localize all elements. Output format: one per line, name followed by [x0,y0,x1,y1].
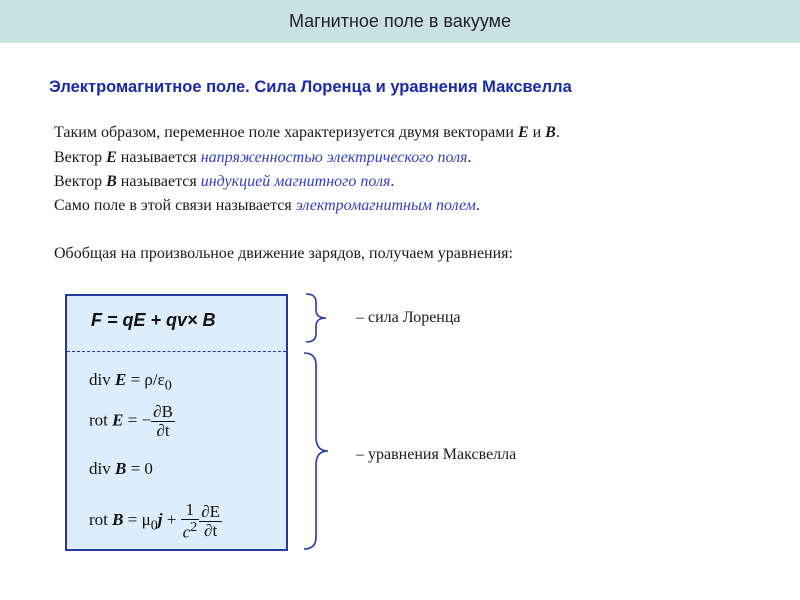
rot-b-subscript: 0 [150,517,158,534]
rot-e-lhs: rot [89,410,113,430]
header-title: Магнитное поле в вакууме [288,11,512,31]
div-b-rhs: = 0 [126,459,153,478]
paragraph-line-2 [54,149,471,167]
line2-prefix: Вектор [54,149,107,166]
rot-e-vector: E [112,410,124,430]
maxwell-div-e [89,370,172,394]
line3-middle: называется [116,173,201,190]
brace-lorentz-icon [300,292,340,344]
line1-and: и [528,124,546,141]
term-magnetic-induction: индукцией магнитного поля [200,173,391,190]
rot-b-current: j [157,510,163,530]
line4-prefix: Само поле в этой связи называется [54,197,296,214]
term-electromagnetic-field: электромагнитным полем [295,197,476,214]
rot-e-eq: = − [123,410,152,430]
rot-e-denominator: ∂t [156,420,170,440]
rot-b-coefficient [181,501,200,541]
vector-b: B [545,124,556,141]
paragraph-line-1 [54,124,560,142]
rot-b-vector: B [112,510,124,530]
line2-end: . [467,149,472,166]
div-b-lhs: div [89,459,115,478]
line1-text: Таким образом, переменное поле характеризуется двумя векторами [54,124,518,141]
rot-b-fraction [199,503,222,540]
rot-b-lhs: rot [89,510,113,530]
line2-middle: называется [116,149,201,166]
div-e-lhs: div [89,370,115,389]
line4-end: . [475,197,480,214]
line2-vector: E [106,149,117,166]
line1-end: . [555,124,560,141]
maxwell-label: – уравнения Максвелла [356,446,517,463]
paragraph-line-5: Обобщая на произвольное движение зарядов, получаем уравнения: [54,245,513,262]
paragraph-line-4 [54,197,480,215]
box-divider [67,351,286,352]
maxwell-rot-b [89,501,222,541]
brace-maxwell-icon [300,351,340,551]
slide-header [0,0,800,43]
term-electric-field-strength: напряженностью электрического поля [200,149,468,166]
div-e-subscript: 0 [164,377,172,394]
slide-subtitle: Электромагнитное поле. Сила Лоренца и уравнения Максвелла [49,78,572,96]
div-e-vector: E [114,370,127,389]
maxwell-rot-e [89,403,175,440]
coef-c: c [182,522,191,542]
coef-exponent: 2 [190,518,198,535]
line3-vector: B [106,173,117,190]
div-b-vector: B [114,459,127,478]
rot-e-fraction [151,403,175,440]
line3-prefix: Вектор [54,173,107,190]
rot-b-eq: = μ [123,510,151,530]
line3-end: . [390,173,395,190]
maxwell-div-b [89,459,153,479]
rot-b-plus: + [162,510,181,530]
coef-numerator: 1 [181,501,200,520]
lorentz-force-formula: F = qE + qv× B [91,310,216,330]
paragraph-line-3 [54,173,394,191]
rot-b-numerator: ∂E [201,501,221,521]
rot-b-denominator: ∂t [204,520,218,540]
rot-e-numerator: ∂B [153,402,173,421]
formula-box [65,294,288,551]
vector-e: E [517,124,529,141]
lorentz-label: – сила Лоренца [356,309,461,326]
coef-denominator [181,520,200,542]
div-e-rhs: = ρ/ε [126,370,165,389]
